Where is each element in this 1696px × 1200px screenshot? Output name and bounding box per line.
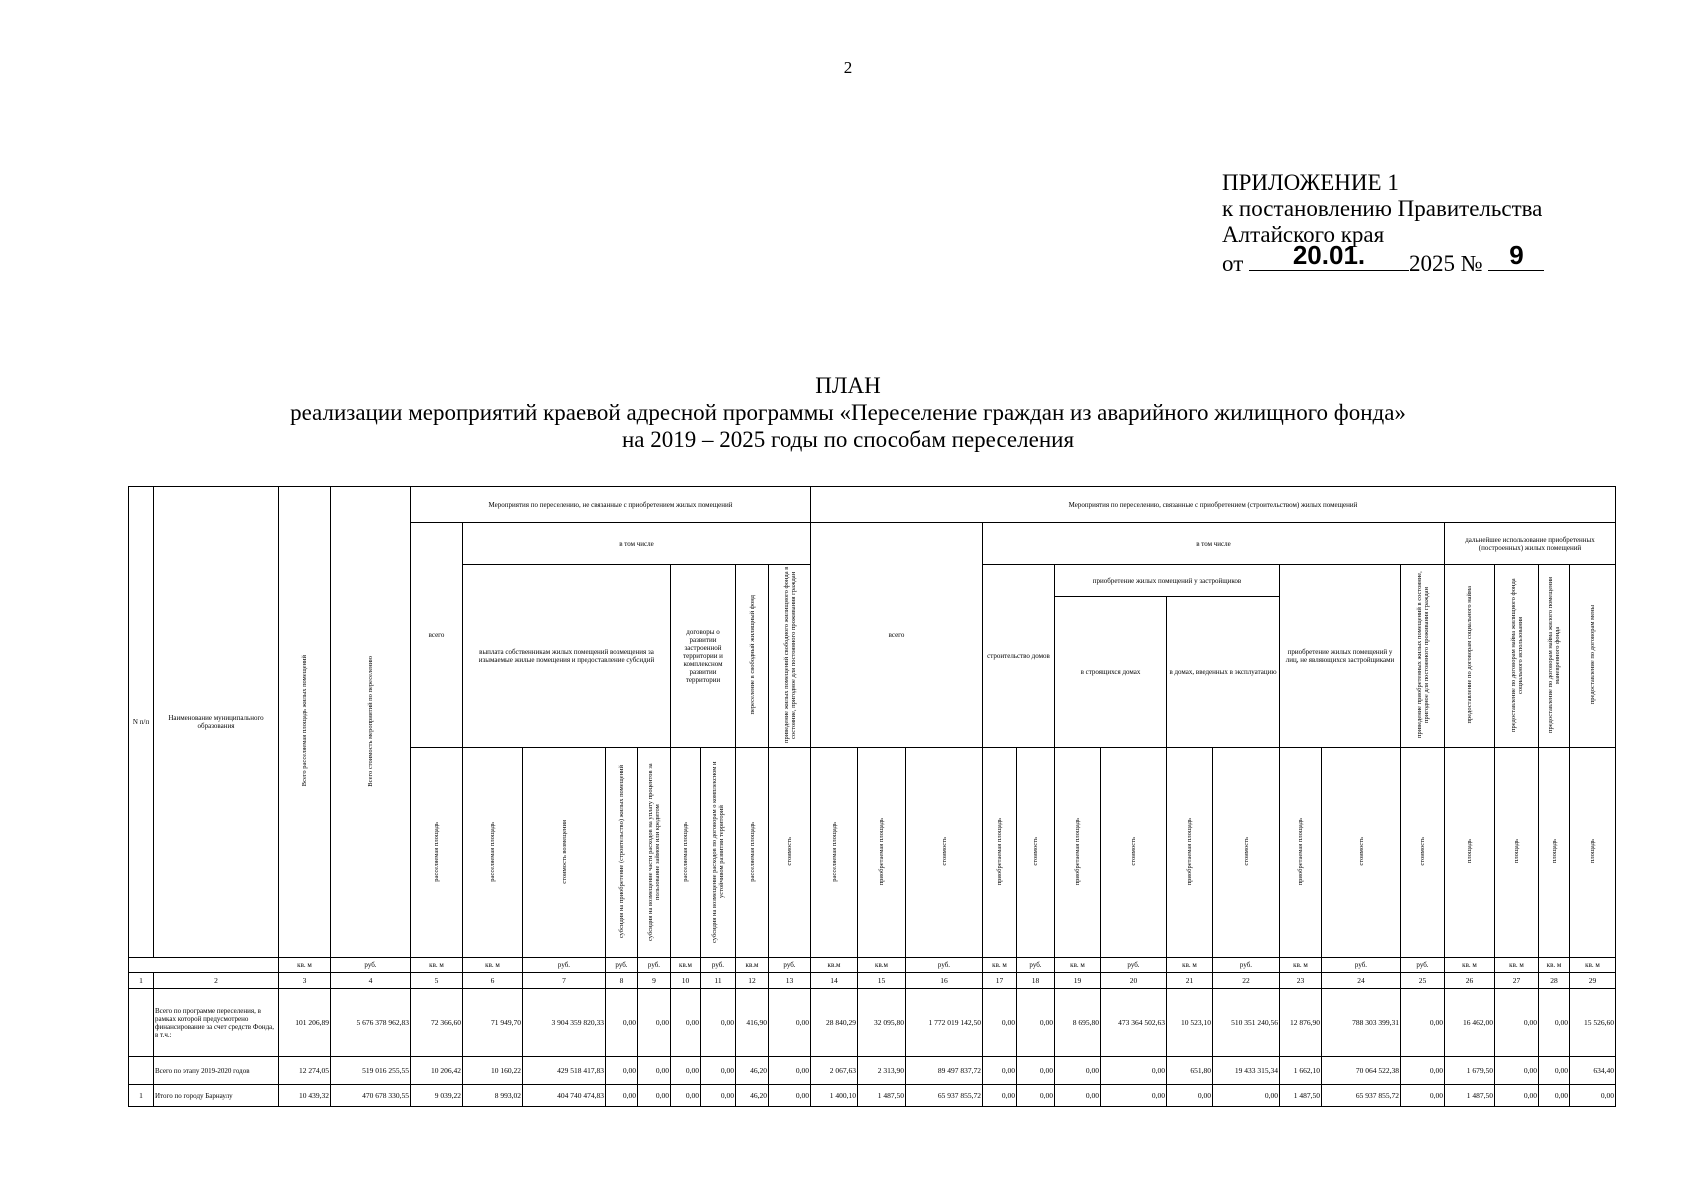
head-total-area: Всего расселяемая площадь жилых помещений xyxy=(279,487,331,958)
value-cell: 0,00 xyxy=(1401,989,1445,1057)
value-cell: 788 303 399,31 xyxy=(1322,989,1401,1057)
head-total-cost: Всего стоимость мероприятий по переселению xyxy=(331,487,411,958)
sub-c23: приобретаемая площадь xyxy=(1280,748,1322,958)
sub-c10: расселяемая площадь xyxy=(671,748,701,958)
sub-c11: субсидия на возмещение расходов по договорам о комплексном и устойчивом развитии территорий xyxy=(701,748,736,958)
sub-c7: стоимость возмещения xyxy=(523,748,606,958)
title-plan: ПЛАН xyxy=(815,373,881,398)
unit-cell: кв. м xyxy=(1445,958,1495,973)
unit-cell: руб. xyxy=(1322,958,1401,973)
title-line-2: реализации мероприятий краевой адресной программы «Переселение граждан из аварийного жилищного фонда» xyxy=(290,400,1406,425)
unit-cell: руб. xyxy=(523,958,606,973)
value-cell: 0,00 xyxy=(1570,1085,1616,1107)
appendix-date-line xyxy=(1222,240,1544,277)
head-a-free-fund: переселение в свободный жилищный фонд xyxy=(736,565,769,748)
value-cell: 473 364 502,63 xyxy=(1101,989,1167,1057)
value-cell: 0,00 xyxy=(983,1057,1017,1085)
sub-c6: расселяемая площадь xyxy=(463,748,523,958)
head-name: Наименование муниципального образования xyxy=(154,487,279,958)
column-number-cell: 4 xyxy=(331,973,411,989)
head-b-build: строительство домов xyxy=(983,565,1055,748)
column-number-cell: 2 xyxy=(154,973,279,989)
value-cell: 0,00 xyxy=(1017,1057,1055,1085)
column-number-row xyxy=(129,973,1616,989)
sub-c21: приобретаемая площадь xyxy=(1167,748,1213,958)
value-cell: 1 487,50 xyxy=(858,1085,906,1107)
table-row xyxy=(129,1057,1616,1085)
value-cell: 0,00 xyxy=(1401,1085,1445,1107)
document-title xyxy=(0,372,1696,453)
column-number-cell: 24 xyxy=(1322,973,1401,989)
unit-cell: кв. м xyxy=(1280,958,1322,973)
row-number-cell: 1 xyxy=(129,1085,154,1107)
value-cell: 70 064 522,38 xyxy=(1322,1057,1401,1085)
head-c-group: дальнейшее использование приобретенных (построенных) жилых помещений xyxy=(1445,523,1616,565)
column-number-cell: 3 xyxy=(279,973,331,989)
head-a-total: всего xyxy=(411,523,463,748)
value-cell: 0,00 xyxy=(671,1085,701,1107)
value-cell: 1 662,10 xyxy=(1280,1057,1322,1085)
value-cell: 10 160,22 xyxy=(463,1057,523,1085)
sub-c16: стоимость xyxy=(906,748,983,958)
column-number-cell: 28 xyxy=(1539,973,1570,989)
value-cell: 1 772 019 142,50 xyxy=(906,989,983,1057)
municipality-name-cell: Всего по этапу 2019-2020 годов xyxy=(154,1057,279,1085)
column-number-cell: 17 xyxy=(983,973,1017,989)
unit-cell: руб. xyxy=(906,958,983,973)
value-cell: 0,00 xyxy=(671,1057,701,1085)
unit-cell: руб. xyxy=(638,958,671,973)
column-number-cell: 10 xyxy=(671,973,701,989)
column-number-cell: 13 xyxy=(769,973,811,989)
sub-c15: приобретаемая площадь xyxy=(858,748,906,958)
decree-date: 20.01. xyxy=(1292,240,1366,270)
unit-cell: кв. м xyxy=(1055,958,1101,973)
row-number-cell xyxy=(129,1057,154,1085)
value-cell: 0,00 xyxy=(1539,1085,1570,1107)
value-cell: 8 993,02 xyxy=(463,1085,523,1107)
value-cell: 510 351 240,56 xyxy=(1213,989,1280,1057)
sub-c27: площадь xyxy=(1495,748,1539,958)
title-line-3: на 2019 – 2025 годы по способам переселения xyxy=(621,427,1075,452)
value-cell: 0,00 xyxy=(769,1085,811,1107)
column-number-cell: 8 xyxy=(606,973,638,989)
column-number-cell: 7 xyxy=(523,973,606,989)
sub-c12: расселяемая площадь xyxy=(736,748,769,958)
head-a-incl: в том числе xyxy=(463,523,811,565)
unit-cell: руб. xyxy=(1101,958,1167,973)
value-cell: 470 678 330,55 xyxy=(331,1085,411,1107)
column-number-cell: 19 xyxy=(1055,973,1101,989)
value-cell: 71 949,70 xyxy=(463,989,523,1057)
units-row xyxy=(129,958,1616,973)
unit-cell: руб. xyxy=(1401,958,1445,973)
column-number-cell: 12 xyxy=(736,973,769,989)
value-cell: 2 313,90 xyxy=(858,1057,906,1085)
column-number-cell: 11 xyxy=(701,973,736,989)
value-cell: 46,20 xyxy=(736,1057,769,1085)
column-number-cell: 21 xyxy=(1167,973,1213,989)
sub-c25: стоимость xyxy=(1401,748,1445,958)
value-cell: 0,00 xyxy=(638,1085,671,1107)
unit-cell: руб. xyxy=(1017,958,1055,973)
value-cell: 0,00 xyxy=(1213,1085,1280,1107)
unit-cell: кв. м xyxy=(411,958,463,973)
head-c-exchange: предоставление по договорам мены xyxy=(1570,565,1616,748)
unit-cell: кв. м xyxy=(1495,958,1539,973)
plan-table xyxy=(128,486,1616,1107)
sub-c17: приобретаемая площадь xyxy=(983,748,1017,958)
appendix-line-2: к постановлению Правительства xyxy=(1222,196,1543,221)
value-cell: 0,00 xyxy=(1495,1057,1539,1085)
value-cell: 16 462,00 xyxy=(1445,989,1495,1057)
column-number-cell: 26 xyxy=(1445,973,1495,989)
sub-c29: площадь xyxy=(1570,748,1616,958)
table-row xyxy=(129,1085,1616,1107)
column-number-cell: 18 xyxy=(1017,973,1055,989)
value-cell: 0,00 xyxy=(1495,1085,1539,1107)
value-cell: 2 067,63 xyxy=(811,1057,858,1085)
sub-c28: площадь xyxy=(1539,748,1570,958)
unit-cell: руб. xyxy=(769,958,811,973)
value-cell: 0,00 xyxy=(606,1085,638,1107)
number-blank xyxy=(1488,240,1544,271)
value-cell: 634,40 xyxy=(1570,1057,1616,1085)
head-c-maneuver: предоставление по договорам найма жилого помещения маневренного фонда xyxy=(1539,565,1570,748)
value-cell: 651,80 xyxy=(1167,1057,1213,1085)
value-cell: 0,00 xyxy=(1055,1057,1101,1085)
column-number-cell: 20 xyxy=(1101,973,1167,989)
value-cell: 416,90 xyxy=(736,989,769,1057)
head-a-payout: выплата собственникам жилых помещений возмещения за изымаемые жилые помещения и предоставление субсидий xyxy=(463,565,671,748)
number-row-body xyxy=(129,973,1616,989)
value-cell: 0,00 xyxy=(1167,1085,1213,1107)
sub-c22: стоимость xyxy=(1213,748,1280,958)
head-b-incl: в том числе xyxy=(983,523,1445,565)
row-number-cell xyxy=(129,989,154,1057)
value-cell: 0,00 xyxy=(983,1085,1017,1107)
municipality-name-cell: Всего по программе переселения, в рамках которой предусмотрено финансирование за счет средств Фонда, в т.ч.: xyxy=(154,989,279,1057)
value-cell: 65 937 855,72 xyxy=(1322,1085,1401,1107)
value-cell: 0,00 xyxy=(1017,989,1055,1057)
column-number-cell: 15 xyxy=(858,973,906,989)
value-cell: 10 206,42 xyxy=(411,1057,463,1085)
head-b-dev: приобретение жилых помещений у застройщиков xyxy=(1055,565,1280,597)
value-cell: 0,00 xyxy=(606,1057,638,1085)
value-cell: 1 487,50 xyxy=(1280,1085,1322,1107)
column-number-cell: 14 xyxy=(811,973,858,989)
decree-number: 9 xyxy=(1509,240,1524,270)
column-number-cell: 9 xyxy=(638,973,671,989)
value-cell: 0,00 xyxy=(638,989,671,1057)
unit-cell: руб. xyxy=(606,958,638,973)
unit-cell: кв. м xyxy=(279,958,331,973)
head-a-bring: приведение жилых помещений свободного жилищного фонда в состояние, пригодное для постоянного проживания граждан xyxy=(769,565,811,748)
head-b-dev-built: в домах, введенных в эксплуатацию xyxy=(1167,597,1280,748)
value-cell: 404 740 474,83 xyxy=(523,1085,606,1107)
head-a-contracts: договоры о развитии застроенной территории и комплексном развитии территории xyxy=(671,565,736,748)
page-number: 2 xyxy=(843,58,853,77)
column-number-cell: 29 xyxy=(1570,973,1616,989)
value-cell: 9 039,22 xyxy=(411,1085,463,1107)
head-b-total: всего xyxy=(811,523,983,748)
unit-cell: руб. xyxy=(701,958,736,973)
unit-empty-cell xyxy=(129,958,279,973)
value-cell: 519 016 255,55 xyxy=(331,1057,411,1085)
value-cell: 89 497 837,72 xyxy=(906,1057,983,1085)
head-n: N п/п xyxy=(129,487,154,958)
municipality-name-cell: Итого по городу Барнаулу xyxy=(154,1085,279,1107)
unit-cell: кв.м xyxy=(736,958,769,973)
value-cell: 0,00 xyxy=(1017,1085,1055,1107)
value-cell: 1 679,50 xyxy=(1445,1057,1495,1085)
data-rows-body xyxy=(129,989,1616,1107)
column-number-cell: 1 xyxy=(129,973,154,989)
value-cell: 0,00 xyxy=(671,989,701,1057)
head-b-nondev: приобретение жилых помещений у лиц, не являющихся застройщиками xyxy=(1280,565,1401,748)
value-cell: 0,00 xyxy=(769,1057,811,1085)
unit-cell: руб. xyxy=(1213,958,1280,973)
column-number-cell: 27 xyxy=(1495,973,1539,989)
value-cell: 0,00 xyxy=(1539,1057,1570,1085)
value-cell: 0,00 xyxy=(1401,1057,1445,1085)
column-number-cell: 5 xyxy=(411,973,463,989)
unit-cell: кв. м xyxy=(1167,958,1213,973)
decree-year: 2025 № xyxy=(1409,251,1483,276)
head-b-dev-building: в строящихся домах xyxy=(1055,597,1167,748)
value-cell: 0,00 xyxy=(1101,1057,1167,1085)
unit-cell: кв. м xyxy=(1539,958,1570,973)
unit-cell: кв. м xyxy=(463,958,523,973)
value-cell: 3 904 359 820,33 xyxy=(523,989,606,1057)
column-number-cell: 6 xyxy=(463,973,523,989)
value-cell: 15 526,60 xyxy=(1570,989,1616,1057)
value-cell: 1 487,50 xyxy=(1445,1085,1495,1107)
value-cell: 0,00 xyxy=(1539,989,1570,1057)
appendix-line-3: Алтайского края xyxy=(1222,222,1385,247)
sub-c24: стоимость xyxy=(1322,748,1401,958)
column-number-cell: 16 xyxy=(906,973,983,989)
head-c-social: предоставление по договорам социального найма xyxy=(1445,565,1495,748)
value-cell: 12 876,90 xyxy=(1280,989,1322,1057)
appendix-title: ПРИЛОЖЕНИЕ 1 xyxy=(1222,170,1399,195)
value-cell: 0,00 xyxy=(1055,1085,1101,1107)
value-cell: 12 274,05 xyxy=(279,1057,331,1085)
sub-c13: стоимость xyxy=(769,748,811,958)
value-cell: 5 676 378 962,83 xyxy=(331,989,411,1057)
value-cell: 10 439,32 xyxy=(279,1085,331,1107)
unit-cell: кв. м xyxy=(1570,958,1616,973)
sub-c8: субсидия на приобретение (строительство) жилых помещений xyxy=(606,748,638,958)
appendix-block xyxy=(1222,170,1544,277)
value-cell: 0,00 xyxy=(769,989,811,1057)
value-cell: 8 695,80 xyxy=(1055,989,1101,1057)
column-number-cell: 22 xyxy=(1213,973,1280,989)
value-cell: 0,00 xyxy=(983,989,1017,1057)
sub-c5: расселяемая площадь xyxy=(411,748,463,958)
unit-cell: кв.м xyxy=(671,958,701,973)
sub-c20: стоимость xyxy=(1101,748,1167,958)
head-c-social-use: предоставление по договорам найма жилищного фонда социального использования xyxy=(1495,565,1539,748)
value-cell: 65 937 855,72 xyxy=(906,1085,983,1107)
column-number-cell: 23 xyxy=(1280,973,1322,989)
value-cell: 1 400,10 xyxy=(811,1085,858,1107)
value-cell: 32 095,80 xyxy=(858,989,906,1057)
value-cell: 429 518 417,83 xyxy=(523,1057,606,1085)
value-cell: 0,00 xyxy=(638,1057,671,1085)
value-cell: 46,20 xyxy=(736,1085,769,1107)
sub-c18: стоимость xyxy=(1017,748,1055,958)
value-cell: 10 523,10 xyxy=(1167,989,1213,1057)
value-cell: 19 433 315,34 xyxy=(1213,1057,1280,1085)
value-cell: 0,00 xyxy=(1495,989,1539,1057)
value-cell: 101 206,89 xyxy=(279,989,331,1057)
value-cell: 28 840,29 xyxy=(811,989,858,1057)
unit-cell: кв.м xyxy=(858,958,906,973)
from-label: от xyxy=(1222,251,1244,276)
sub-c26: площадь xyxy=(1445,748,1495,958)
sub-c19: приобретаемая площадь xyxy=(1055,748,1101,958)
head-group-b: Мероприятия по переселению, связанные с приобретением (строительством) жилых помещений xyxy=(811,487,1616,523)
date-blank xyxy=(1249,240,1409,271)
value-cell: 0,00 xyxy=(606,989,638,1057)
column-number-cell: 25 xyxy=(1401,973,1445,989)
value-cell: 0,00 xyxy=(1101,1085,1167,1107)
unit-cell: кв.м xyxy=(811,958,858,973)
sub-c14: расселяемая площадь xyxy=(811,748,858,958)
unit-cell: руб. xyxy=(331,958,411,973)
head-group-a: Мероприятия по переселению, не связанные с приобретением жилых помещений xyxy=(411,487,811,523)
value-cell: 0,00 xyxy=(701,989,736,1057)
value-cell: 0,00 xyxy=(701,1057,736,1085)
value-cell: 0,00 xyxy=(701,1085,736,1107)
table-row xyxy=(129,989,1616,1057)
value-cell: 72 366,60 xyxy=(411,989,463,1057)
unit-cell: кв. м xyxy=(983,958,1017,973)
sub-c9: субсидия на возмещение части расходов на уплату процентов за пользование займом или кредитом xyxy=(638,748,671,958)
head-b-bring: приведение приобретенных жилых помещений в состояние, пригодное для постоянного проживания граждан xyxy=(1401,565,1445,748)
